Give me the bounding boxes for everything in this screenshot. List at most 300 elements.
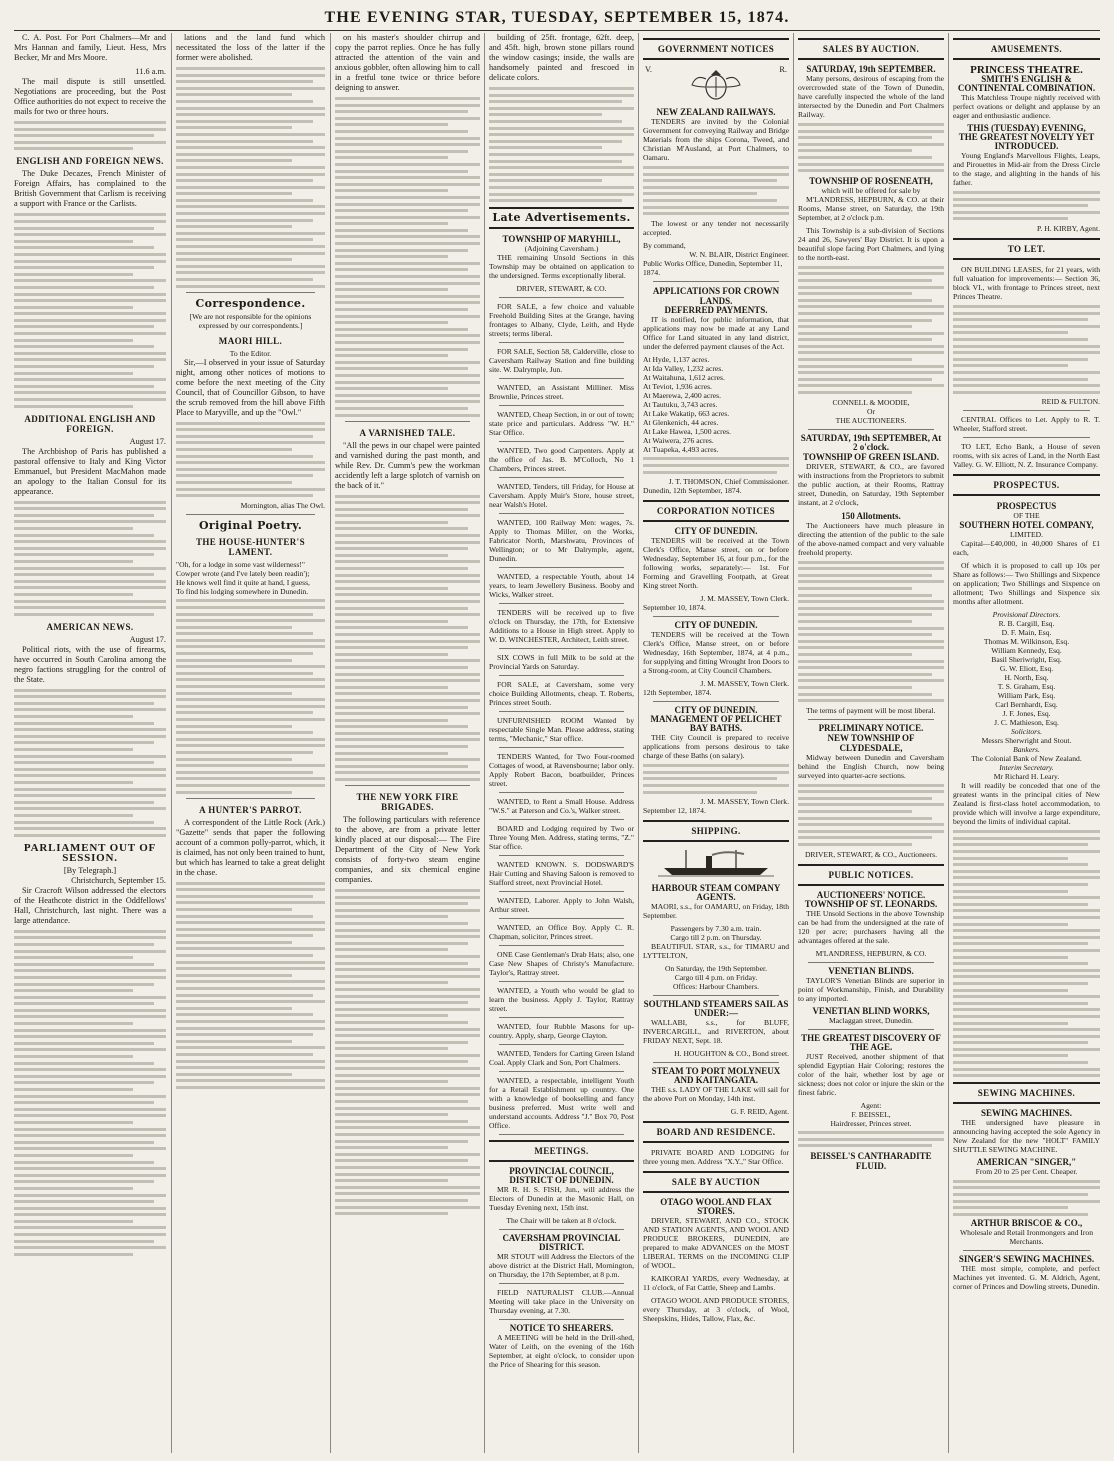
divider	[345, 785, 470, 786]
parliament-paragraph: Sir Cracroft Wilson addressed the electors of the Heathcote district in the Oddfellows' Hall, Christchurch, last night. There was a large attendance.	[14, 885, 166, 925]
varnished-paragraph: "All the pews in our chapel were painted and varnished during the past month, and while Rev. Dr. Cumm's pew the workman accidently left a large splotch of varnish on the back of it."	[335, 440, 480, 490]
director-item: D. F. Main, Esq.	[1001, 628, 1052, 638]
divider	[499, 477, 624, 478]
notice-title: VENETIAN BLIND WORKS,	[812, 1005, 930, 1016]
sewing-title: SEWING MACHINES.	[980, 1108, 1072, 1119]
divider	[499, 603, 624, 604]
english-paragraph: The Duke Decazes, French Minister of Foreign Affairs, has complained to the British Government that Carlism is receiving a support with France or the Carlists.	[14, 169, 166, 209]
text-block	[335, 495, 480, 782]
ship-notice: MAORI, s.s., for OAMARU, on Friday, 18th September.	[643, 902, 789, 921]
divider	[499, 945, 624, 946]
classified-ad: UNFURNISHED ROOM Wanted by respectable Single Man. Please address, stating terms, "Mechanic," Star office.	[489, 716, 634, 744]
divider	[808, 429, 934, 430]
text-block	[176, 882, 325, 1089]
let-signature: REID & FULTON.	[1041, 397, 1100, 407]
divider	[499, 513, 624, 514]
divider	[499, 711, 624, 712]
classified-ad: FOR SALE, a few choice and valuable Freehold Building Sites at the Grange, having frontages to Albany, Clyde, Leith, and Hyde streets; terms liberal.	[489, 302, 634, 339]
letter-signoff: Mornington, alias The Owl.	[240, 500, 325, 510]
section-heading: SEWING MACHINES.	[977, 1088, 1076, 1099]
auction-signature: THE AUCTIONEERS.	[835, 415, 907, 425]
land-fund-paragraph: lations and the land fund which necessitated the loss of the latter if the former were abolished.	[176, 33, 325, 62]
text-block	[176, 599, 325, 793]
ship-line: On Saturday, the 19th September.	[664, 964, 767, 974]
notice-paragraph: THE City Council is prepared to receive applications from persons desirous to take charge of these Baths (on salary).	[643, 733, 789, 761]
parrot-paragraph: A correspondent of the Little Rock (Ark.) "Gazette" sends that paper the following account of a common polly-parrot, which, it is claimed, has not only been trained to hunt, but which has learned to take a great delight in the chase.	[176, 817, 325, 877]
divider	[499, 819, 624, 820]
bankers-heading: Bankers.	[1013, 745, 1040, 755]
auction-paragraph: DRIVER, STEWART, & CO., are favored with instructions from the Proprietors to submit the public auction, at their Rooms, Rattray street, Dunedin, on Saturday, 19th September instant, at 2 o'clock,	[798, 461, 944, 507]
divider	[653, 701, 779, 702]
notice-signature: M'LANDRESS, HEPBURN, & CO.	[815, 948, 927, 958]
text-block	[798, 266, 944, 394]
divider	[499, 1044, 624, 1045]
divider	[653, 995, 779, 996]
director-item: Basil Sheriwright, Esq.	[991, 655, 1062, 665]
dateline: August 17.	[129, 436, 166, 446]
land-block-item: At Glenkenich, 44 acres.	[643, 417, 719, 427]
classified-ad: TENDERS Wanted, for Two Four-roomed Cottages of wood, at Ravensbourne; labor only. Apply Robert Bacon, boatbuilder, Princes street.	[489, 752, 634, 789]
notice-title: OTAGO WOOL AND FLAX STORES.	[660, 1197, 772, 1217]
royal-crest	[643, 65, 789, 107]
auction-date: SATURDAY, 19th SEPTEMBER.	[806, 64, 936, 74]
sewing-signature: ARTHUR BRISCOE & CO.,	[970, 1218, 1083, 1229]
notice-paragraph: IT is notified, for public information, that applications may now be made at any Land Office for Land situated in any land district, under the deferred payment clauses of the Act.	[643, 314, 789, 351]
text-block	[335, 889, 480, 1215]
solicitors-heading: Solicitors.	[1010, 727, 1042, 737]
notice-title: CITY OF DUNEDIN.	[674, 526, 758, 537]
auction-paragraph: The Auctioneers have much pleasure in directing the attention of the public to the sale of the above-named compact and very valuable freehold property.	[798, 520, 944, 557]
prospectus-paragraph: Capital—£40,000, in 40,000 Shares of £1 each,	[953, 539, 1100, 558]
notice-subtitle: DEFERRED PAYMENTS.	[664, 304, 768, 315]
ship-line: Cargo till 2 p.m. on Thursday.	[670, 933, 762, 943]
parrot-continued-paragraph: on his master's shoulder chirrup and copy the parrot replies. Once he has fully attracted the attention of the vain and anxious gobbler, often allowing him to call in a fretful tone twice or thrice before deigning to answer.	[335, 33, 480, 92]
mail-paragraph: The mail dispute is still unsettled. Negotiations are proceeding, but the Post Office authorities do not expect to receive the mails for two or three hours.	[14, 77, 166, 116]
allotments-count: 150 Allotments.	[841, 510, 901, 521]
text-block	[14, 930, 166, 1256]
land-block-item: At Tuapeka, 4,493 acres.	[643, 444, 719, 454]
column-3	[335, 33, 480, 1453]
column-rule	[171, 33, 172, 1453]
ship-line: Offices: Harbour Chambers.	[672, 982, 760, 992]
divider	[963, 437, 1090, 438]
notice-date: September 12, 1874.	[643, 806, 706, 816]
text-block	[14, 689, 166, 837]
text-block	[798, 784, 944, 846]
letter-heading: MAORI HILL.	[218, 335, 283, 346]
notice-title: APPLICATIONS FOR CROWN LANDS.	[652, 285, 780, 306]
meeting-paragraph: FIELD NATURALIST CLUB.—Annual Meeting will take place in the University on Thursday evening, at 7.30.	[489, 1288, 634, 1316]
masthead-rule	[14, 30, 1100, 31]
divider	[499, 378, 624, 379]
divider	[499, 981, 624, 982]
notice-place: Public Works Office, Dunedin, September 11, 1874.	[643, 258, 783, 277]
column-6	[798, 33, 944, 1453]
let-paragraph: ON BUILDING LEASES, for 21 years, with full valuation for improvements:— Section 36, block VI., with frontage to Princes street, next Princes Theatre.	[953, 264, 1100, 301]
notice-title: NEW ZEALAND RAILWAYS.	[656, 107, 776, 117]
notice-signature: W. N. BLAIR, District Engineer.	[689, 249, 789, 259]
land-block-item: At Hyde, 1,137 acres.	[643, 354, 710, 364]
text-block	[798, 561, 944, 702]
column-1	[14, 33, 166, 1453]
board-notice: PRIVATE BOARD AND LODGING for three young men. Address "X.Y.," Star Office.	[643, 1148, 789, 1167]
ship-line: Passengers by 7.30 a.m. train.	[670, 924, 762, 934]
theatre-subtitle: SMITH'S ENGLISH & CONTINENTAL COMBINATION.	[957, 74, 1096, 93]
poem-line: "Oh, for a lodge in some vast wilderness!"	[176, 559, 305, 569]
auction-paragraph: Many persons, desirous of escaping from the overcrowded state of the Town of Dunedin, have carefully inspected the whole of the land intersected by the Dunedin and Port Chalmers Railway.	[798, 74, 944, 119]
column-rule	[948, 33, 949, 1453]
classified-ad: WANTED, a respectable, intelligent Youth for a Retail Establishment up country. One with a knowledge of bookselling and fancy business preferred. Must write well and understand accounts. Address "J." Box 70, Post Office.	[489, 1076, 634, 1131]
ship-line: Cargo till 4 p.m. on Friday.	[674, 973, 758, 983]
notice-title: VENETIAN BLINDS.	[828, 965, 914, 976]
ad-subtitle: (Adjoining Caversham.)	[524, 244, 599, 254]
divider	[499, 1229, 624, 1230]
auction-title: TOWNSHIP OF ROSENEATH,	[809, 175, 933, 186]
salutation: To the Editor.	[229, 348, 272, 358]
poem-line: He knows well find it quite at hand, I guess,	[176, 577, 310, 587]
column-rule	[484, 33, 485, 1453]
ad-signature: DRIVER, STEWART, & CO.	[516, 284, 607, 294]
classified-ad: SIX COWS in full Milk to be sold at the Provincial Yards on Saturday.	[489, 653, 634, 672]
divider	[499, 918, 624, 919]
land-block-item: At Tautuku, 3,743 acres.	[643, 399, 718, 409]
text-block	[643, 166, 789, 215]
meeting-title: NOTICE TO SHEARERS.	[509, 1323, 614, 1334]
ship-notice: WALLABI, s.s., for BLUFF, INVERCARGILL, and RIVERTON, about FRIDAY NEXT, Sept. 18.	[643, 1018, 789, 1046]
section-heading: MEETINGS.	[534, 1146, 589, 1157]
prospectus-title: PROSPECTUS	[996, 501, 1057, 512]
classified-ad: WANTED KNOWN. S. DODSWARD'S Hair Cutting and Shaving Saloon is removed to Stafford street, next Provincial Hotel.	[489, 860, 634, 888]
column-5	[643, 33, 789, 1453]
notice-paragraph: TENDERS will be received at the Town Clerk's Office, Manse street, on or before Wednesday, 16th September, 1874, at 4 p.m., for supplying and fitting Wrought Iron Doors to a Strong-room, at City Council Chambers.	[643, 630, 789, 676]
divider	[186, 798, 315, 799]
divider	[653, 281, 779, 282]
auction-paragraph: KAIKORAI YARDS, every Wednesday, at 11 o'clock, of Fat Cattle, Sheep and Lambs.	[643, 1274, 789, 1293]
notice-signature: J. M. MASSEY, Town Clerk.	[700, 797, 789, 807]
notice-title: TOWNSHIP OF ST. LEONARDS.	[804, 898, 938, 909]
notice-signature: J. M. MASSEY, Town Clerk.	[700, 594, 789, 604]
notice-signature: F. BEISSEL,	[851, 1109, 891, 1119]
divider	[499, 747, 624, 748]
sewing-line: AMERICAN "SINGER,"	[976, 1157, 1077, 1168]
steamship-illustration	[656, 848, 776, 878]
notice-signature: G. F. REID, Agent.	[730, 1107, 789, 1117]
sewing-title: SINGER'S SEWING MACHINES.	[958, 1254, 1095, 1265]
text-block	[489, 87, 634, 202]
column-rule	[793, 33, 794, 1453]
classified-ad: WANTED, Tenders, till Friday, for House at Caversham. Apply Muir's Store, house street, near Walsh's Hotel.	[489, 482, 634, 510]
divider	[499, 1134, 624, 1135]
meeting-paragraph: MR R. H. S. FISH, Jun., will address the Electors of Dunedin at the Masonic Hall, on Tuesday Evening next, 15th inst.	[489, 1185, 634, 1213]
director-item: William Kennedy, Esq.	[991, 646, 1062, 656]
classified-ad: WANTED, a respectable Youth, about 14 years, to learn Jewellery Business. Booby and Wicks, Walker street.	[489, 572, 634, 600]
notice-address: Maclaggan street, Dunedin.	[829, 1015, 913, 1025]
theatre-line: THE GREATEST NOVELTY YET INTRODUCED.	[958, 132, 1095, 151]
poem-line: Cowper wrote (and I've lately been readin');	[176, 568, 310, 578]
land-block-item: At Teviot, 1,936 acres.	[643, 381, 712, 391]
directors-list	[953, 619, 1100, 727]
land-block-item: At Maerewa, 2,400 acres.	[643, 390, 722, 400]
text-block	[643, 764, 789, 793]
divider	[499, 297, 624, 298]
auction-title: NEW TOWNSHIP OF CLYDESDALE,	[827, 732, 915, 753]
director-item: Carl Bernhardt, Esq.	[995, 700, 1058, 710]
notice-line: Agent:	[860, 1100, 882, 1110]
divider	[499, 405, 624, 406]
classified-ad: FOR SALE, Section 58, Calderville, close to Caversham Railway Station and fine building site. W. Dalrymple, Jun.	[489, 347, 634, 375]
notice-signature: J. T. THOMSON, Chief Commissioner.	[668, 477, 789, 487]
prospectus-paragraph: Of which it is proposed to call up 10s per Share as follows:— Two Shillings and Sixpence on application; Two Shillings and Sixpence on allotment; Two Shillings and Sixpence six months after allotment.	[953, 561, 1100, 607]
land-blocks-list	[643, 355, 789, 454]
classified-ads-list	[489, 302, 634, 1135]
divider	[653, 616, 779, 617]
auction-paragraph: OTAGO WOOL AND PRODUCE STORES, every Thursday, at 3 o'clock, of Wool, Sheepskins, Hides, Tallow, Flax, &c.	[643, 1296, 789, 1324]
crest-icon	[686, 69, 746, 103]
steamship-icon	[656, 848, 776, 878]
auction-paragraph: Midway between Dunedin and Caversham behind the English Church, now being surveyed into quarter-acre sections.	[798, 752, 944, 780]
text-block	[14, 501, 166, 616]
bankers-line: The Colonial Bank of New Zealand.	[971, 754, 1082, 764]
divider	[499, 1071, 624, 1072]
section-heading: A VARNISHED TALE.	[359, 427, 456, 438]
auction-title: PRELIMINARY NOTICE.	[818, 722, 924, 733]
sewing-line: From 20 to 25 per Cent. Cheaper.	[975, 1167, 1078, 1177]
solicitors-line: Messrs Sherwright and Stout.	[981, 736, 1072, 746]
section-heading: BOARD AND RESIDENCE.	[656, 1127, 776, 1138]
section-heading: THE NEW YORK FIRE BRIGADES.	[356, 792, 459, 813]
notice-date: 12th September, 1874.	[643, 688, 712, 698]
theatre-line: THIS (TUESDAY) EVENING,	[967, 123, 1086, 133]
prospectus-paragraph: It will readily be conceded that one of the greatest wants in the principal cities of New Zealand is first-class hotel accommodation, to provide which will involve a large expenditure, beyond the limits of individual capital.	[953, 781, 1100, 827]
land-block-item: At Waiwera, 276 acres.	[643, 435, 714, 445]
additional-paragraph: The Archbishop of Paris has published a pastoral offensive to Italy and King Victor Emmanuel, but President MacMahon made an apology to the Italian Consul for its appearance.	[14, 446, 166, 496]
director-item: Thomas M. Wilkinson, Esq.	[983, 637, 1070, 647]
section-heading: ADDITIONAL ENGLISH AND FOREIGN.	[24, 413, 156, 434]
divider	[499, 567, 624, 568]
sewing-paragraph: THE undersigned have pleasure in announcing having accepted the sole Agency in New Zealand for the new "HOLT" FAMILY SHUTTLE SEWING MACHINE.	[953, 1118, 1100, 1155]
notice-title: HARBOUR STEAM COMPANY AGENTS.	[651, 883, 781, 903]
divider	[808, 962, 934, 963]
classified-ad: ONE Case Gentleman's Drab Hats; also, one Case New Shapes of Christy's Manufacture. Taylor's, Rattray street.	[489, 950, 634, 978]
divider	[499, 792, 624, 793]
text-block	[14, 213, 166, 407]
dateline: Christchurch, September 15.	[71, 875, 166, 885]
divider	[499, 891, 624, 892]
divider	[499, 441, 624, 442]
section-heading: SALE BY AUCTION	[671, 1177, 761, 1188]
divider	[808, 1029, 934, 1030]
section-heading: Late Advertisements.	[492, 211, 631, 225]
section-heading: TO LET.	[1007, 243, 1046, 254]
land-block-item: At Ida Valley, 1,232 acres.	[643, 363, 724, 373]
notice-title: BEISSEL'S CANTHARADITE FLUID.	[810, 1151, 932, 1171]
notice-address: Hairdresser, Princes street.	[830, 1118, 912, 1128]
classified-ad: WANTED, an Office Boy. Apply C. R. Chapman, solicitor, Princes street.	[489, 923, 634, 942]
text-block	[176, 422, 325, 498]
notice-title: STEAM TO PORT MOLYNEUX AND KAITANGATA.	[651, 1066, 781, 1086]
ad-paragraph: THE remaining Unsold Sections in this Township may be obtained on application to the undersigned. Terms exceptionally liberal.	[489, 253, 634, 281]
classified-ad: WANTED, Laborer. Apply to John Walsh, Arthur street.	[489, 896, 634, 915]
notice-date: September 10, 1874.	[643, 603, 706, 613]
section-heading: GOVERNMENT NOTICES	[657, 44, 775, 54]
land-block-item: At Waitahuna, 1,612 acres.	[643, 372, 725, 382]
notice-paragraph: TENDERS are invited by the Colonial Government for conveying Railway and Bridge Materials from the ships Corona, Tweed, and Christian M'Ausland, at Port Chalmers, to Oamaru.	[643, 117, 789, 162]
meeting-paragraph: MR STOUT will Address the Electors of the above district at the District Hall, Mornington, on Thursday, the 17th September, at 8 p.m.	[489, 1252, 634, 1280]
divider	[499, 675, 624, 676]
auction-paragraph: The terms of payment will be most liberal.	[806, 705, 936, 715]
section-heading: PUBLIC NOTICES.	[828, 869, 914, 880]
classified-ad: WANTED, to Rent a Small House. Address "W.S." at Paterson and Co.'s, Walker street.	[489, 797, 634, 816]
notice-signature: J. M. MASSEY, Town Clerk.	[700, 679, 789, 689]
building-paragraph: building of 25ft. frontage, 62ft. deep, and 45ft. high, brown stone pillars round the window casings; inside, the walls are handsomely painted and frescoed in delicate colors.	[489, 33, 634, 82]
theatre-signature: P. H. KIRBY, Agent.	[1037, 223, 1100, 233]
section-heading: ENGLISH AND FOREIGN NEWS.	[16, 156, 164, 167]
divider	[499, 1283, 624, 1284]
sewing-line: Wholesale and Retail Ironmongers and Iron Merchants.	[959, 1228, 1094, 1247]
auction-subtitle: which will be offered for sale by	[821, 185, 921, 195]
auction-date: SATURDAY, 19th SEPTEMBER, At 2 o'clock.	[800, 432, 942, 452]
classified-ad: FOR SALE, at Caversham, some very choice Building Allotments, cheap. T. Roberts, Princes street South.	[489, 680, 634, 708]
director-item: J. C. Mathieson, Esq.	[994, 718, 1059, 728]
land-block-item: At Lake Wakatip, 663 acres.	[643, 408, 730, 418]
column-2	[176, 33, 325, 1453]
section-heading: A HUNTER'S PARROT.	[199, 804, 302, 815]
section-heading: PARLIAMENT OUT OF SESSION.	[23, 841, 157, 864]
section-heading: SALES BY AUCTION.	[822, 44, 920, 54]
notice-title: THE GREATEST DISCOVERY OF THE AGE.	[801, 1032, 941, 1052]
director-item: R. B. Cargill, Esq.	[998, 619, 1055, 629]
section-heading: CORPORATION NOTICES	[656, 506, 776, 517]
let-paragraph: TO LET, Echo Bank, a House of seven rooms, with six acres of Land, in the North East Valley. G. W. Elliott, N. Z. Insurance Company.	[953, 442, 1100, 470]
director-item: G. W. Eliott, Esq.	[999, 664, 1054, 674]
section-heading: PROSPECTUS.	[993, 480, 1060, 491]
divider	[808, 719, 934, 720]
divider	[186, 292, 315, 293]
ship-notice: BEAUTIFUL STAR, s.s., for TIMARU and LYTTELTON,	[643, 942, 789, 961]
classified-ad: WANTED, four Rubble Masons for up-country. Apply, sharp, George Clayton.	[489, 1022, 634, 1041]
brigades-paragraph: The following particulars with reference to the above, are from a private letter kindly placed at our disposal:— The Fire Department of the City of New York consists of forty-two steam engine companies, and six chemical engine companies.	[335, 815, 480, 885]
divider	[963, 410, 1090, 411]
divider	[963, 1250, 1090, 1251]
section-heading: AMERICAN NEWS.	[46, 621, 134, 632]
disclaimer: [We are not responsible for the opinions expressed by our correspondents.]	[189, 311, 312, 330]
text-block	[176, 67, 325, 288]
notice-paragraph: The lowest or any tender not necessarily accepted.	[643, 218, 789, 237]
text-block	[953, 830, 1100, 1077]
notice-line: By command,	[643, 240, 686, 250]
text-block	[335, 97, 480, 417]
auction-paragraph: This Township is a sub-division of Sections 24 and 26, Sawyers' Bay District. It is upon a beautiful slope facing Port Chalmers, and lying to the north-east.	[798, 225, 944, 262]
notice-place: Dunedin, 12th September, 1874.	[643, 486, 742, 496]
auction-paragraph: DRIVER, STEWART, AND CO., STOCK AND STATION AGENTS, AND WOOL AND PRODUCE BROKERS, DUNEDIN, are prepared to make ADVANCES on the MOST LIBERAL TERMS on the INCOMING CLIP of WOOL.	[643, 1216, 789, 1271]
notice-paragraph: TENDERS will be received at the Town Clerk's Office, Manse street, on or before Wednesday, September 16, at four p.m., for the following works, separately:— 1st. For Forming and Gravelling Footpath, at Great King street North.	[643, 536, 789, 591]
column-7	[953, 33, 1100, 1453]
auction-signature: DRIVER, STEWART, & CO., Auctioneers.	[804, 849, 938, 859]
section-heading: SHIPPING.	[691, 826, 741, 837]
meeting-chair: The Chair will be taken at 8 o'clock.	[506, 1216, 617, 1226]
divider	[499, 342, 624, 343]
classified-ad: BOARD and Lodging required by Two or Three Young Men. Address, stating terms, "Z." Star office.	[489, 824, 634, 852]
divider	[499, 855, 624, 856]
classified-ad: WANTED, Tenders for Carting Green Island Coal. Apply Clark and Son, Port Chalmers.	[489, 1049, 634, 1068]
meeting-paragraph: A MEETING will be held in the Drill-shed, Water of Leith, on the evening of the 16th September, at eight o'clock, to consider upon the Price of Shearing for this season.	[489, 1333, 634, 1370]
time-stamp: 11.6 a.m.	[135, 67, 166, 76]
director-item: H. North, Esq.	[1004, 673, 1049, 683]
masthead-title: THE EVENING STAR, TUESDAY, SEPTEMBER 15, 1874.	[324, 9, 790, 26]
notice-signature: H. HOUGHTON & CO., Bond street.	[674, 1049, 789, 1059]
notice-title: CITY OF DUNEDIN.	[674, 705, 758, 716]
sewing-paragraph: THE most simple, complete, and perfect Machines yet invented. G. M. Aldrich, Agent, corner of Princes and Dowling streets, Dunedin.	[953, 1264, 1100, 1292]
text-block	[798, 123, 944, 172]
section-heading: Correspondence.	[195, 296, 306, 310]
byline: [By Telegraph.]	[63, 865, 117, 875]
prospectus-line: LIMITED.	[1009, 530, 1044, 540]
auction-signature: CONNELL & MOODIE,	[832, 397, 910, 407]
auction-paragraph: M'LANDRESS, HEPBURN, & CO. at their Rooms, Manse street, on Saturday, the 19th September, at 2 o'clock p.m.	[798, 194, 944, 222]
text-block	[14, 121, 166, 150]
director-item: J. F. Jones, Esq.	[1002, 709, 1051, 719]
column-4	[489, 33, 634, 1453]
arrivals-paragraph: C. A. Post. For Port Chalmers—Mr and Mrs Hannan and family, Lieut. Hess, Mrs Becker, Mr and Mrs Moore.	[14, 33, 166, 62]
notice-title: CITY OF DUNEDIN.	[674, 620, 758, 631]
notice-title: AUCTIONEERS' NOTICE.	[816, 889, 926, 900]
classified-ad: WANTED, 100 Railway Men: wages, 7s. Apply to Thomas Miller, on the Works, Fabricator North, Marshwatu, Provinces of Wellington; or to Mr Dalrymple, agent, Dunedin.	[489, 518, 634, 564]
prospectus-line: OF THE	[1013, 511, 1040, 521]
divider	[345, 421, 470, 422]
column-rule	[638, 33, 639, 1453]
dateline: August 17.	[129, 634, 166, 644]
director-item: T. S. Graham, Esq.	[997, 682, 1056, 692]
theatre-paragraph: Young England's Marvellous Flights, Leaps, and Pirouettes in Mid-air from the Dress Circle to the stage, and alighting in the hands of his father.	[953, 151, 1100, 187]
auction-title: TOWNSHIP OF GREEN ISLAND.	[802, 451, 940, 462]
classified-ad: WANTED, an Assistant Milliner. Miss Brownlie, Princes street.	[489, 383, 634, 402]
let-paragraph: CENTRAL Offices to Let. Apply to R. T. Wheeler, Stafford street.	[953, 415, 1100, 434]
text-block	[953, 1180, 1100, 1216]
ad-title: TOWNSHIP OF MARYHILL,	[502, 234, 621, 245]
text-block	[953, 191, 1100, 220]
divider	[186, 514, 315, 515]
secretary-heading: Interim Secretary.	[999, 763, 1054, 773]
text-block	[798, 1131, 944, 1147]
american-paragraph: Political riots, with the use of firearms, have occurred in South Carolina among the negro factions struggling for the control of the State.	[14, 644, 166, 684]
land-block-item: At Lake Hawea, 1,500 acres.	[643, 426, 731, 436]
auction-or: Or	[866, 406, 875, 416]
divider	[499, 648, 624, 649]
meeting-title: CAVERSHAM PROVINCIAL DISTRICT.	[502, 1233, 621, 1253]
notice-subtitle: MANAGEMENT OF PELICHET BAY BATHS.	[650, 714, 782, 734]
ship-notice: THE s.s. LADY OF THE LAKE will sail for the above Port on Monday, 14th inst.	[643, 1085, 789, 1104]
notice-paragraph: JUST Received, another shipment of that splendid Egyptian Hair Coloring; restores the color of the hair, whether lost by age or sickness; does not color or injure the skin or the finest fabric.	[798, 1051, 944, 1097]
poem-line: To find his lodging somewhere in Dunedin.	[176, 586, 309, 596]
divider	[653, 1062, 779, 1063]
notice-paragraph: THE Unsold Sections in the above Township can be had from the undersigned at the rate of 120 per acre; purchasers having all the advantages offered at the sale.	[798, 908, 944, 945]
section-heading: AMUSEMENTS.	[990, 44, 1063, 54]
classified-ad: TENDERS will be received up to five o'clock on Thursday, the 17th, for Extensive Additions to a House in High street. Apply to W. D. WINCHESTER, Architect, Leith street.	[489, 608, 634, 645]
crest-letter: V.	[645, 65, 652, 74]
section-heading: Original Poetry.	[198, 518, 303, 532]
classified-ad: WANTED, Cheap Section, in or out of town; state price and particulars. Address "W. H." Star Office.	[489, 410, 634, 438]
directors-heading: Provisional Directors.	[992, 610, 1061, 620]
text-block	[953, 305, 1100, 394]
director-item: William Park, Esq.	[997, 691, 1056, 701]
notice-title: SOUTHLAND STEAMERS SAIL AS UNDER:—	[643, 999, 789, 1019]
divider	[499, 1017, 624, 1018]
theatre-paragraph: This Matchless Troupe nightly received with perfect ovations or delight and applause by an eager and enthusiastic audience.	[953, 93, 1100, 120]
classified-ad: WANTED, Two good Carpenters. Apply at the office of Jas. B. M'Colloch, No 1 Chambers, Princes street.	[489, 446, 634, 474]
text-block	[643, 457, 789, 473]
letter-paragraph: Sir,—I observed in your issue of Saturday night, among other notices of motions to come before the next meeting of the City Council, that of Councillor Gibson, to have the scrub removed from the hill above Fifth Place to Maryville, and up the "Owl."	[176, 357, 325, 417]
divider	[499, 1319, 624, 1320]
